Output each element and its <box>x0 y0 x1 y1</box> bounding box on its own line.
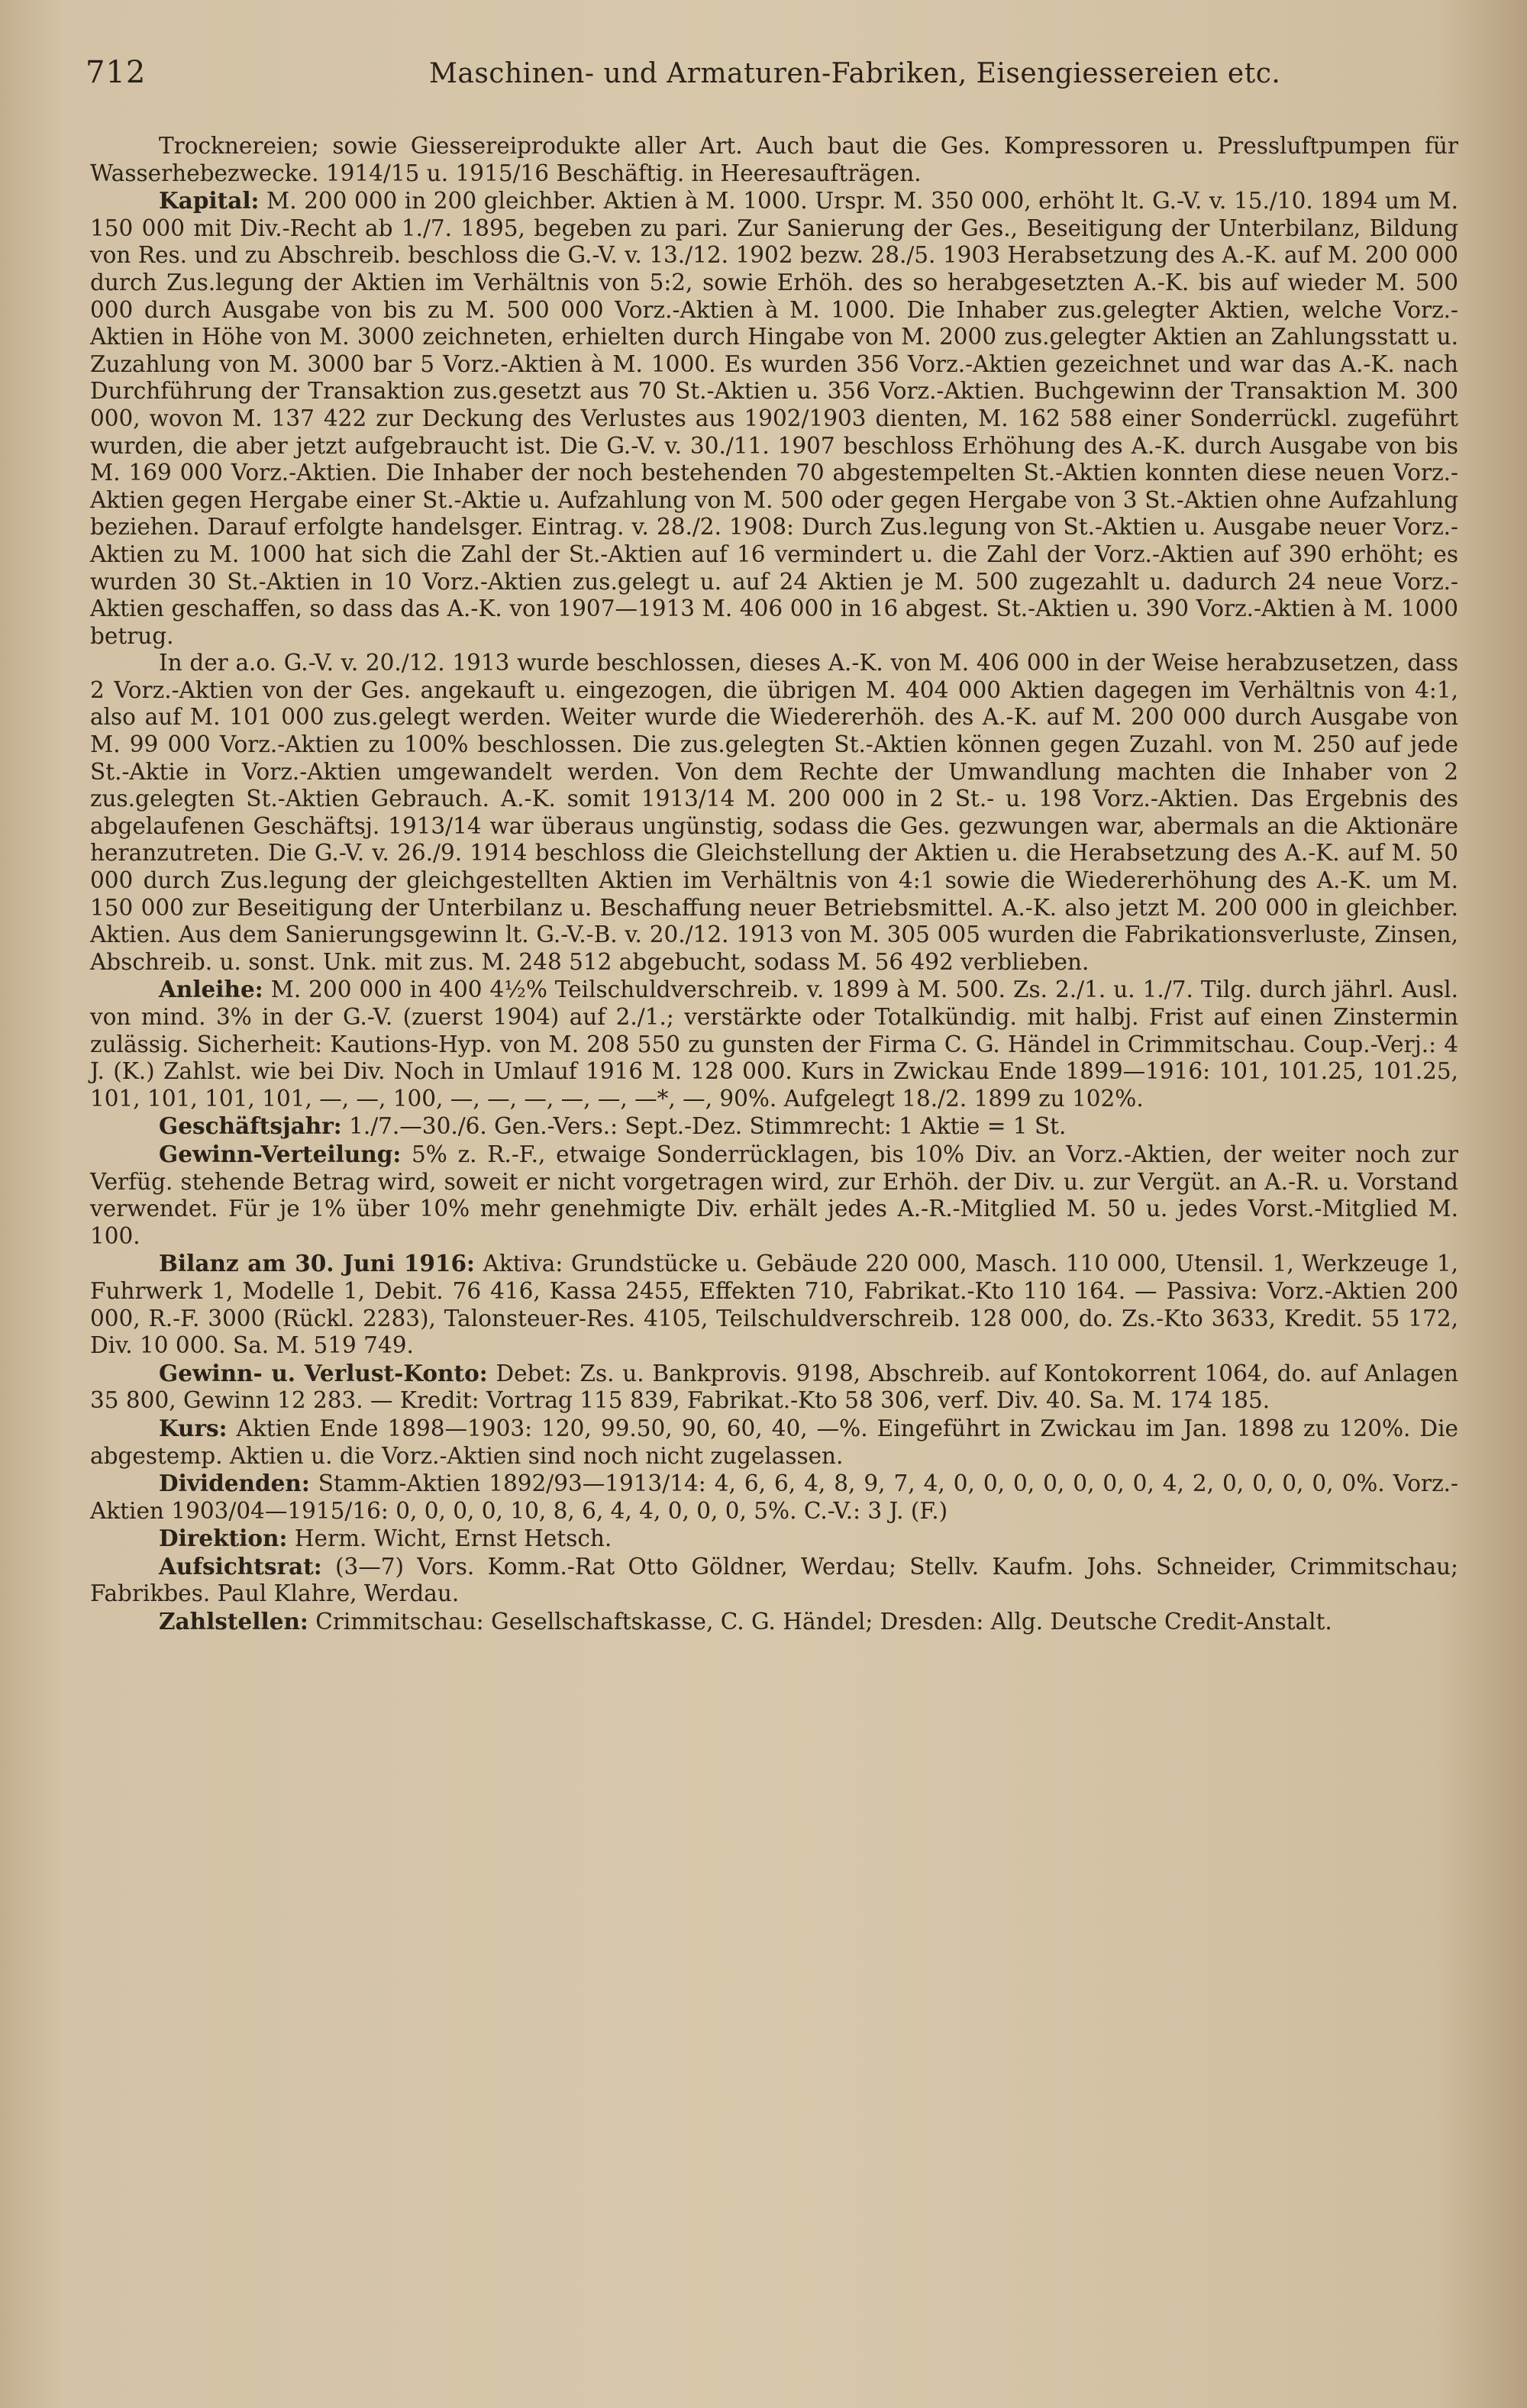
section-label: Kurs: <box>159 1414 228 1441</box>
section-label: Gewinn- u. Verlust-Konto: <box>159 1359 488 1386</box>
section-label: Bilanz am 30. Juni 1916: <box>159 1250 475 1277</box>
paragraph-gewinn-verteilung <box>90 1141 1458 1250</box>
section-label: Gewinn-Verteilung: <box>159 1140 402 1167</box>
paragraph-kurs <box>90 1415 1458 1470</box>
section-label: Kapital: <box>159 187 260 215</box>
paragraph-aufsichtsrat <box>90 1553 1458 1608</box>
section-label: Zahlstellen: <box>159 1608 308 1635</box>
paragraph-text: 1./7.—30./6. Gen.-Vers.: Sept.-Dez. Stimmrecht: 1 Aktie = 1 St. <box>349 1113 1067 1140</box>
article-body <box>90 133 1458 1636</box>
paragraph-text: Trocknereien; sowie Giessereiprodukte aller Art. Auch baut die Ges. Kompressoren u. Pressluftpumpen für Wasserhebezwecke. 1914/15 u. 1915/16 Beschäftig. in Heeresaufträgen. <box>90 133 1458 186</box>
paragraph-kapital <box>90 187 1458 650</box>
paragraph-text: Aktien Ende 1898—1903: 120, 99.50, 90, 60, 40, —%. Eingeführt in Zwickau im Jan. 1898 zu 120%. Die abgestemp. Aktien u. die Vorz.-Aktien sind noch nicht zugelassen. <box>90 1415 1458 1469</box>
section-label: Dividenden: <box>159 1470 310 1497</box>
paragraph-text: M. 200 000 in 200 gleichber. Aktien à M. 1000. Urspr. M. 350 000, erhöht lt. G.-V. v. 15./10. 1894 um M. 150 000 mit Div.-Recht ab 1./7. 1895, begeben zu pari. Zur Sanierung der Ges., Beseitigung der Unterbilanz, Bildung von Res. und zu Abschreib. beschloss die G.-V. v. 13./12. 1902 bezw. 28./5. 1903 Herabsetzung des A.-K. auf M. 200 000 durch Zus.legung der Aktien im Verhältnis von 5:2, sowie Erhöh. des so herabgesetzten A.-K. bis auf wieder M. 500 000 durch Ausgabe von bis zu M. 500 000 Vorz.-Aktien à M. 1000. Die Inhaber zus.gelegter Aktien, welche Vorz.-Aktien in Höhe von M. 3000 zeichneten, erhielten durch Hingabe von M. 2000 zus.gelegter Aktien an Zahlungsstatt u. Zuzahlung von M. 3000 bar 5 Vorz.-Aktien à M. 1000. Es wurden 356 Vorz.-Aktien gezeichnet und war das A.-K. nach Durchführung der Transaktion zus.gesetzt aus 70 St.-Aktien u. 356 Vorz.-Aktien. Buchgewinn der Transaktion M. 300 000, wovon M. 137 422 zur Deckung des Verlustes aus 1902/1903 dienten, M. 162 588 einer Sonderrückl. zugeführt wurden, die aber jetzt aufgebraucht ist. Die G.-V. v. 30./11. 1907 beschloss Erhöhung des A.-K. durch Ausgabe von bis M. 169 000 Vorz.-Aktien. Die Inhaber der noch bestehenden 70 abgestempelten St.-Aktien konnten diese neuen Vorz.-Aktien gegen Hergabe einer St.-Aktie u. Aufzahlung von M. 500 oder gegen Hergabe von 3 St.-Aktien ohne Aufzahlung beziehen. Darauf erfolgte handelsger. Eintrag. v. 28./2. 1908: Durch Zus.legung von St.-Aktien u. Ausgabe neuer Vorz.-Aktien zu M. 1000 hat sich die Zahl der St.-Aktien auf 16 vermindert u. die Zahl der Vorz.-Aktien auf 390 erhöht; es wurden 30 St.-Aktien in 10 Vorz.-Aktien zus.gelegt u. auf 24 Aktien je M. 500 zugezahlt u. dadurch 24 neue Vorz.-Aktien geschaffen, so dass das A.-K. von 1907—1913 M. 406 000 in 16 abgest. St.-Aktien u. 390 Vorz.-Aktien à M. 1000 betrug. <box>90 188 1458 649</box>
paragraph-text: Herm. Wicht, Ernst Hetsch. <box>294 1525 612 1552</box>
running-title: Maschinen- und Armaturen-Fabriken, Eisengiessereien etc. <box>429 58 1281 89</box>
page-number: 712 <box>86 55 147 90</box>
paragraph-bilanz <box>90 1250 1458 1359</box>
page-header <box>86 55 1490 101</box>
paragraph-products <box>90 133 1458 187</box>
paragraph-anleihe <box>90 976 1458 1112</box>
section-label: Anleihe: <box>159 976 263 1003</box>
paragraph-text: M. 200 000 in 400 4½% Teilschuldverschreib. v. 1899 à M. 500. Zs. 2./1. u. 1./7. Tilg. durch jährl. Ausl. von mind. 3% in der G.-V. (zuerst 1904) auf 2./1.; verstärkte oder Totalkündig. mit halbj. Frist auf einen Zinstermin zulässig. Sicherheit: Kautions-Hyp. von M. 208 550 zu gunsten der Firma C. G. Händel in Crimmitschau. Coup.-Verj.: 4 J. (K.) Zahlst. wie bei Div. Noch in Umlauf 1916 M. 128 000. Kurs in Zwickau Ende 1899—1916: 101, 101.25, 101.25, 101, 101, 101, 101, —, —, 100, —, —, —, —, —, —*, —, 90%. Aufgelegt 18./2. 1899 zu 102%. <box>90 976 1458 1112</box>
paragraph-text: Debet: Zs. u. Bankprovis. 9198, Abschreib. auf Kontokorrent 1064, do. auf Anlagen 35 800, Gewinn 12 283. — Kredit: Vortrag 115 839, Fabrikat.-Kto 58 306, verf. Div. 40. Sa. M. 174 185. <box>90 1360 1458 1414</box>
paragraph-text: (3—7) Vors. Komm.-Rat Otto Göldner, Werdau; Stellv. Kaufm. Johs. Schneider, Crimmitschau; Fabrikbes. Paul Klahre, Werdau. <box>90 1553 1458 1607</box>
section-label: Geschäftsjahr: <box>159 1112 342 1140</box>
paragraph-text: Stamm-Aktien 1892/93—1913/14: 4, 6, 6, 4, 8, 9, 7, 4, 0, 0, 0, 0, 0, 0, 0, 4, 2, 0, 0, 0, 0, 0%. Vorz.-Aktien 1903/04—1915/16: 0, 0, 0, 0, 10, 8, 6, 4, 4, 0, 0, 0, 5%. C.-V.: 3 J. (F.) <box>90 1470 1458 1524</box>
paragraph-sanierung-1913 <box>90 650 1458 976</box>
paragraph-text: 5% z. R.-F., etwaige Sonderrücklagen, bis 10% Div. an Vorz.-Aktien, der weiter noch zur Verfüg. stehende Betrag wird, soweit er nicht vorgetragen wird, zur Erhöh. der Div. u. zur Vergüt. an A.-R. u. Vorstand verwendet. Für je 1% über 10% mehr genehmigte Div. erhält jedes A.-R.-Mitglied M. 50 u. jedes Vorst.-Mitglied M. 100. <box>90 1141 1458 1249</box>
paragraph-text: Aktiva: Grundstücke u. Gebäude 220 000, Masch. 110 000, Utensil. 1, Werkzeuge 1, Fuhrwerk 1, Modelle 1, Debit. 76 416, Kassa 2455, Effekten 710, Fabrikat.-Kto 110 164. — Passiva: Vorz.-Aktien 200 000, R.-F. 3000 (Rückl. 2283), Talonsteuer-Res. 4105, Teilschuldverschreib. 128 000, do. Zs.-Kto 3633, Kredit. 55 172, Div. 10 000. Sa. M. 519 749. <box>90 1251 1458 1359</box>
paragraph-zahlstellen <box>90 1608 1458 1636</box>
paragraph-direktion <box>90 1525 1458 1553</box>
paragraph-text: Crimmitschau: Gesellschaftskasse, C. G. Händel; Dresden: Allg. Deutsche Credit-Anstalt. <box>315 1609 1332 1635</box>
paragraph-gewinn-verlust <box>90 1360 1458 1415</box>
section-label: Direktion: <box>159 1525 288 1552</box>
section-label: Aufsichtsrat: <box>159 1552 322 1580</box>
paragraph-dividenden <box>90 1470 1458 1525</box>
paragraph-geschaeftsjahr <box>90 1112 1458 1141</box>
paragraph-text: In der a.o. G.-V. v. 20./12. 1913 wurde beschlossen, dieses A.-K. von M. 406 000 in der Weise herabzusetzen, dass 2 Vorz.-Aktien von der Ges. angekauft u. eingezogen, die übrigen M. 404 000 Aktien dagegen im Verhältnis von 4:1, also auf M. 101 000 zus.gelegt werden. Weiter wurde die Wiedererhöh. des A.-K. auf M. 200 000 durch Ausgabe von M. 99 000 Vorz.-Aktien zu 100% beschlossen. Die zus.gelegten St.-Aktien können gegen Zuzahl. von M. 250 auf jede St.-Aktie in Vorz.-Aktien umgewandelt werden. Von dem Rechte der Umwandlung machten die Inhaber von 2 zus.gelegten St.-Aktien Gebrauch. A.-K. somit 1913/14 M. 200 000 in 2 St.- u. 198 Vorz.-Aktien. Das Ergebnis des abgelaufenen Geschäftsj. 1913/14 war überaus ungünstig, sodass die Ges. gezwungen war, abermals an die Aktionäre heranzutreten. Die G.-V. v. 26./9. 1914 beschloss die Gleichstellung der Aktien u. die Herabsetzung des A.-K. auf M. 50 000 durch Zus.legung der gleichgestellten Aktien im Verhältnis von 4:1 sowie die Wiedererhöhung des A.-K. um M. 150 000 zur Beseitigung der Unterbilanz u. Beschaffung neuer Betriebsmittel. A.-K. also jetzt M. 200 000 in gleichber. Aktien. Aus dem Sanierungsgewinn lt. G.-V.-B. v. 20./12. 1913 von M. 305 005 wurden die Fabrikationsverluste, Zinsen, Abschreib. u. sonst. Unk. mit zus. M. 248 512 abgebucht, sodass M. 56 492 verblieben. <box>90 650 1458 975</box>
